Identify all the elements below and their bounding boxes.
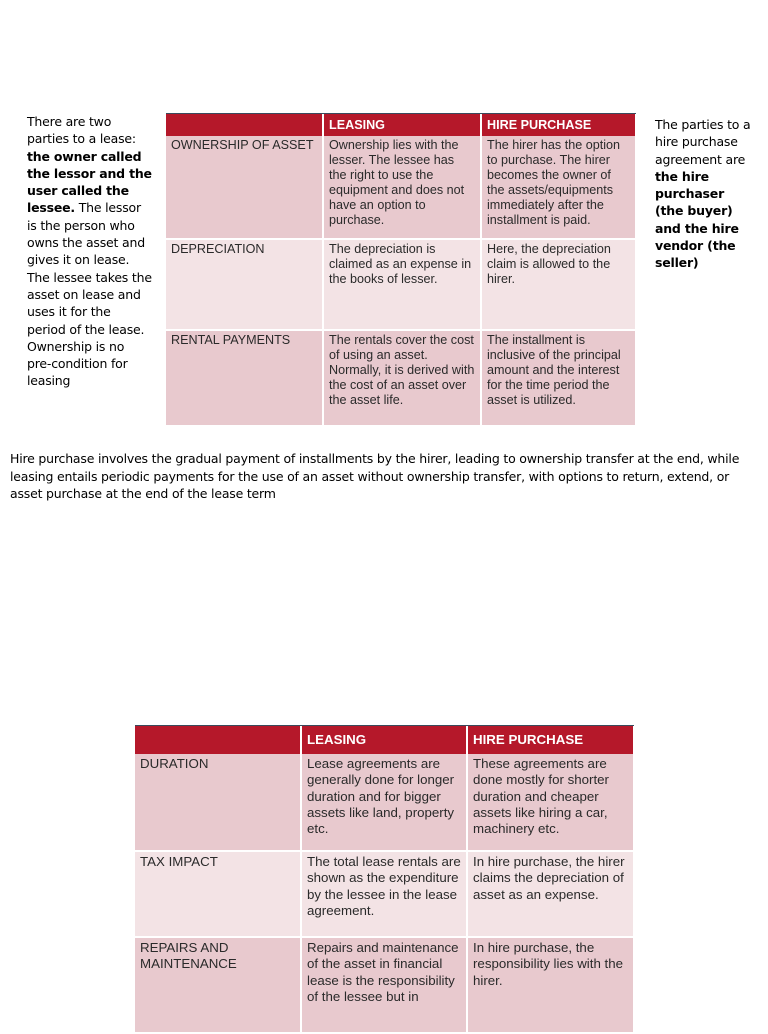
header-empty (135, 726, 301, 754)
row-label: DURATION (135, 754, 301, 851)
row-label: TAX IMPACT (135, 851, 301, 937)
lease-note-bold: the owner called the lessor and the user called the lessee. (27, 148, 152, 216)
hp-note-bold: the hire purchaser (the buyer) and the hire vendor (the seller) (655, 168, 739, 271)
table-header-row (166, 114, 636, 136)
row-label: OWNERSHIP OF ASSET (166, 136, 323, 239)
leasing-cell: The depreciation is claimed as an expense in the books of lesser. (323, 239, 481, 330)
lease-note-text-2: The lessor is the person who owns the asset and gives it on lease. The lessee takes the asset on lease and uses it for the period of the lease. Ownership is no pre-condition for leasing (27, 200, 152, 389)
hire-purchase-parties-note (655, 116, 755, 272)
hp-note-text: The parties to a hire purchase agreement are (655, 117, 751, 167)
lease-parties-note (27, 113, 152, 390)
summary-paragraph: Hire purchase involves the gradual payment of installments by the hirer, leading to ownership transfer at the end, while leasing entails periodic payments for the use of an asset without ownership transfer, with options to return, extend, or asset purchase at the end of the lease term (10, 451, 740, 501)
hire-purchase-cell: The installment is inclusive of the principal amount and the interest for the time period the asset is utilized. (481, 330, 636, 426)
comparison-table-1 (166, 114, 637, 427)
header-hire-purchase: HIRE PURCHASE (467, 726, 634, 754)
table-row (135, 851, 634, 937)
leasing-cell: Repairs and maintenance of the asset in financial lease is the responsibility of the lessee but in (301, 937, 467, 1033)
table-row (135, 937, 634, 1033)
leasing-cell: The total lease rentals are shown as the expenditure by the lessee in the lease agreement. (301, 851, 467, 937)
table-row (166, 136, 636, 239)
header-leasing: LEASING (301, 726, 467, 754)
hire-purchase-cell: In hire purchase, the responsibility lies with the hirer. (467, 937, 634, 1033)
hire-purchase-cell: In hire purchase, the hirer claims the depreciation of asset as an expense. (467, 851, 634, 937)
hire-purchase-cell: Here, the depreciation claim is allowed to the hirer. (481, 239, 636, 330)
table-row (135, 754, 634, 851)
row-label: RENTAL PAYMENTS (166, 330, 323, 426)
row-label: REPAIRS AND MAINTENANCE (135, 937, 301, 1033)
leasing-cell: The rentals cover the cost of using an asset. Normally, it is derived with the cost of an asset over the asset life. (323, 330, 481, 426)
header-hire-purchase: HIRE PURCHASE (481, 114, 636, 136)
header-empty (166, 114, 323, 136)
table-header-row (135, 726, 634, 754)
lease-note-text: There are two parties to a lease: (27, 114, 136, 147)
comparison-table-2 (135, 726, 635, 1034)
row-label: DEPRECIATION (166, 239, 323, 330)
hire-purchase-cell: These agreements are done mostly for shorter duration and cheaper assets like hiring a car, machinery etc. (467, 754, 634, 851)
table-row (166, 330, 636, 426)
hire-purchase-cell: The hirer has the option to purchase. The hirer becomes the owner of the assets/equipments immediately after the installment is paid. (481, 136, 636, 239)
table-row (166, 239, 636, 330)
leasing-cell: Ownership lies with the lesser. The lessee has the right to use the equipment and does not have an option to purchase. (323, 136, 481, 239)
leasing-cell: Lease agreements are generally done for longer duration and for bigger assets like land, property etc. (301, 754, 467, 851)
header-leasing: LEASING (323, 114, 481, 136)
